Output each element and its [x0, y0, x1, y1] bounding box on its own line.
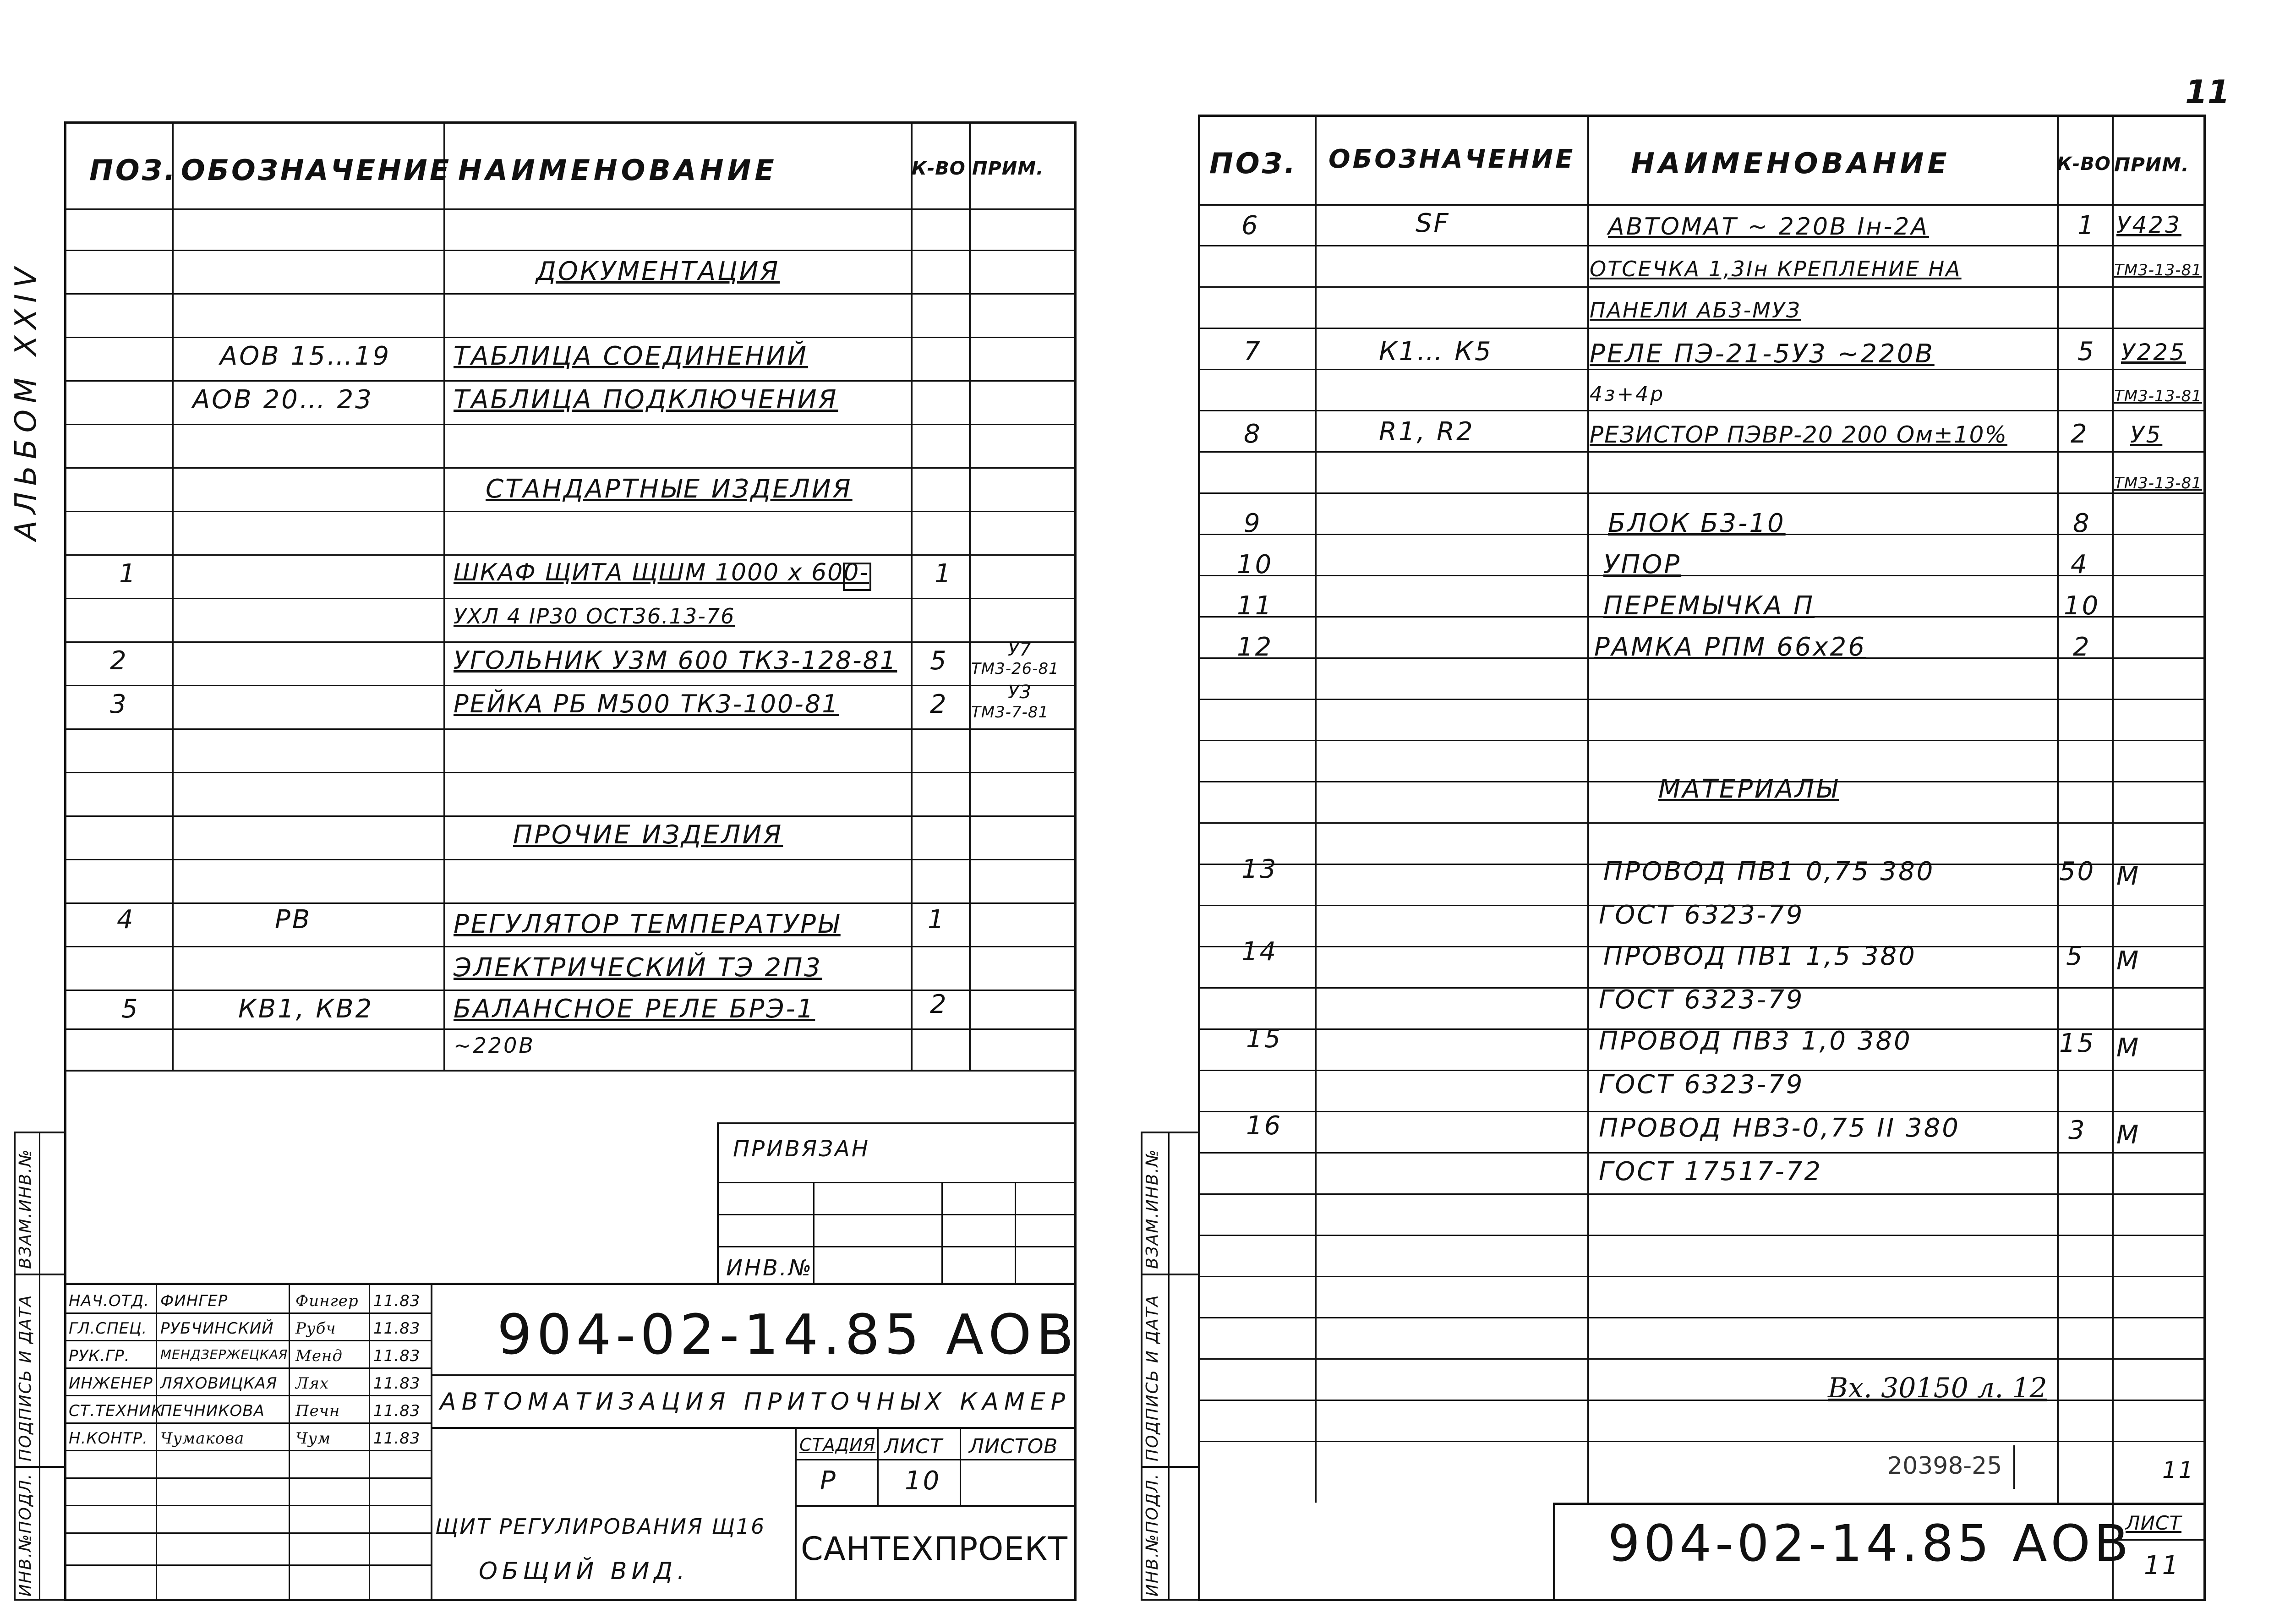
side-label-inv: ИНВ.№ПОДЛ.	[16, 1473, 35, 1597]
left-row-note: ТМ3-7-81	[971, 703, 1049, 722]
bound-label: ПРИВЯЗАН	[733, 1136, 870, 1162]
right-row-qty: 2	[2071, 419, 2089, 449]
signature-sign: Лях	[295, 1374, 329, 1393]
signature-role: ИНЖЕНЕР	[69, 1374, 153, 1393]
left-row-designation: РВ	[275, 905, 312, 935]
right-row-pos: 16	[1246, 1111, 1283, 1141]
right-section-materials: МАТЕРИАЛЫ	[1658, 774, 1839, 804]
right-row-qty: 2	[2073, 632, 2091, 662]
right-row-note: М	[2116, 861, 2141, 891]
signature-name: МЕНДЗЕРЖЕЦКАЯ	[160, 1347, 288, 1362]
signature-role: СТ.ТЕХНИК	[69, 1402, 163, 1420]
side-label-inv-r: ИНВ.№ПОДЛ.	[1143, 1473, 1162, 1597]
right-row-note: ТМ3-13-81	[2114, 387, 2202, 405]
right-row-name: ГОСТ 6323-79	[1599, 985, 1804, 1015]
stage-label: СТАДИЯ	[799, 1435, 876, 1455]
right-row-note: У225	[2121, 339, 2186, 366]
right-row-qty: 10	[2064, 591, 2100, 621]
left-row-note-top: У3	[1008, 682, 1032, 703]
archive-divider	[2013, 1445, 2015, 1489]
left-row-name: УХЛ 4 IP30 ОСТ36.13-76	[454, 604, 735, 629]
right-row-name: 4з+4р	[1590, 383, 1665, 406]
right-row-note: У5	[2130, 421, 2163, 448]
left-header-name: НАИМЕНОВАНИЕ	[458, 153, 778, 187]
project-title: АВТОМАТИЗАЦИЯ ПРИТОЧНЫХ КАМЕР	[440, 1388, 1071, 1416]
right-header-name: НАИМЕНОВАНИЕ	[1631, 147, 1951, 180]
right-row-note: ТМ3-13-81	[2114, 474, 2202, 492]
right-row-pos: 13	[1241, 854, 1278, 884]
album-label: АЛЬБОМ XXIV	[9, 261, 43, 541]
left-row-name: УГОЛЬНИК У3М 600 ТК3-128-81	[454, 646, 897, 675]
left-row-name: ЭЛЕКТРИЧЕСКИЙ ТЭ 2П3	[454, 953, 822, 983]
left-row-name: ТАБЛИЦА ПОДКЛЮЧЕНИЯ	[454, 385, 838, 415]
left-row-name: ТАБЛИЦА СОЕДИНЕНИЙ	[454, 341, 809, 371]
signature-date: 11.83	[373, 1429, 421, 1448]
organization: САНТЕХПРОЕКТ	[801, 1530, 1068, 1568]
left-header-pos: ПОЗ.	[89, 153, 178, 187]
signature-name: РУБЧИНСКИЙ	[160, 1319, 274, 1338]
signature-sign: Менд	[295, 1347, 343, 1365]
drawing-subtitle: ОБЩИЙ ВИД.	[479, 1558, 689, 1585]
left-row-qty: 2	[930, 990, 948, 1019]
left-row-name: РЕЙКА РБ М500 ТК3-100-81	[454, 689, 839, 718]
right-row-designation: SF	[1416, 208, 1450, 238]
signature-date: 11.83	[373, 1347, 421, 1365]
right-row-name: ПРОВОД ПВ1 0,75 380	[1603, 857, 1935, 886]
signature-name: Чумакова	[160, 1429, 245, 1448]
side-label-sign: ПОДПИСЬ И ДАТА	[16, 1294, 35, 1461]
left-section-other: ПРОЧИЕ ИЗДЕЛИЯ	[513, 820, 783, 850]
signature-name: ЛЯХОВИЦКАЯ	[160, 1374, 278, 1393]
right-row-qty: 15	[2059, 1028, 2096, 1058]
left-row-note: ТМ3-26-81	[971, 660, 1059, 678]
right-row-pos: 11	[1237, 591, 1274, 621]
signature-role: РУК.ГР.	[69, 1347, 130, 1365]
left-row-qty: 1	[928, 905, 946, 935]
right-row-name: РАМКА РПМ 66х26	[1594, 632, 1866, 662]
left-row-pos: 4	[117, 905, 135, 935]
archive-number: 20398-25	[1887, 1452, 2002, 1480]
right-row-qty: 5	[2077, 337, 2096, 366]
right-row-name: ПЕРЕМЫЧКА П	[1603, 591, 1815, 621]
right-row-pos: 9	[1244, 509, 1262, 538]
right-row-note: М	[2116, 1120, 2141, 1150]
left-row-qty: 2	[930, 689, 948, 719]
right-row-name: ПРОВОД ПВ1 1,5 380	[1603, 941, 1917, 971]
side-label-replace: ВЗАМ.ИНВ.№	[16, 1148, 35, 1269]
right-row-name: РЕЗИСТОР ПЭВР-20 200 Ом±10%	[1590, 421, 2008, 448]
left-row-pos: 2	[110, 646, 128, 676]
right-row-note: У423	[2116, 212, 2181, 238]
left-row-pos: 5	[121, 994, 140, 1024]
right-row-qty: 3	[2068, 1115, 2087, 1145]
right-row-qty: 4	[2071, 550, 2089, 580]
right-row-name: ПРОВОД ПВ3 1,0 380	[1599, 1026, 1912, 1056]
right-row-pos: 14	[1241, 937, 1278, 967]
right-header-qty: К-ВО	[2057, 153, 2111, 175]
right-row-pos: 7	[1244, 337, 1262, 366]
inv-label: ИНВ.№	[726, 1255, 814, 1281]
left-row-designation: АОВ 20… 23	[192, 385, 373, 415]
left-row-note-top: У7	[1008, 639, 1032, 660]
sheet-label: ЛИСТ	[884, 1435, 943, 1458]
right-sheet-label: ЛИСТ	[2126, 1512, 2181, 1534]
sheets-label: ЛИСТОВ	[969, 1435, 1058, 1458]
left-row-qty: 1	[935, 559, 953, 589]
right-row-name: ГОСТ 6323-79	[1599, 1070, 1804, 1099]
signature-name: ФИНГЕР	[160, 1292, 228, 1310]
right-row-pos: 6	[1241, 211, 1260, 241]
side-label-sign-r: ПОДПИСЬ И ДАТА	[1143, 1294, 1162, 1461]
sheet-value: 10	[905, 1466, 941, 1496]
right-row-designation: К1… К5	[1379, 337, 1493, 366]
signature-sign: Печн	[295, 1402, 340, 1420]
right-header-pos: ПОЗ.	[1209, 147, 1298, 180]
page-number: 11	[2185, 73, 2230, 111]
side-label-replace-r: ВЗАМ.ИНВ.№	[1143, 1148, 1162, 1269]
signature-name: ПЕЧНИКОВА	[160, 1402, 265, 1420]
signature-sign: Рубч	[295, 1319, 336, 1338]
checkbox-square-icon	[843, 563, 871, 591]
right-row-qty: 5	[2066, 941, 2084, 971]
drawing-title: ЩИТ РЕГУЛИРОВАНИЯ Щ16	[435, 1514, 766, 1539]
right-row-name: РЕЛЕ ПЭ-21-5У3 ~220В	[1590, 339, 1935, 369]
signature-date: 11.83	[373, 1292, 421, 1310]
right-row-qty: 50	[2059, 857, 2096, 886]
handwritten-note: Вх. 30150 л. 12	[1828, 1372, 2047, 1404]
left-row-name: ШКАФ ЩИТА ЩШМ 1000 х 600-	[454, 559, 869, 586]
signature-role: НАЧ.ОТД.	[69, 1292, 149, 1310]
signature-sign: Чум	[295, 1429, 331, 1448]
right-row-name: ОТСЕЧКА 1,3Iн КРЕПЛЕНИЕ НА	[1590, 257, 1962, 281]
right-row-note: М	[2116, 946, 2141, 976]
right-row-name: ГОСТ 6323-79	[1599, 900, 1804, 930]
left-row-qty: 5	[930, 646, 948, 676]
right-row-name: АВТОМАТ ~ 220В Iн-2А	[1608, 213, 1929, 241]
signature-role: Н.КОНТР.	[69, 1429, 148, 1448]
right-row-name: ПРОВОД НВЗ-0,75 II 380	[1599, 1113, 1960, 1143]
left-header-designation: ОБОЗНАЧЕНИЕ	[181, 153, 452, 187]
stage-value: Р	[820, 1466, 837, 1496]
right-row-designation: R1, R2	[1379, 417, 1475, 447]
left-row-name: ~220В	[454, 1033, 535, 1058]
left-header-qty: К-ВО	[912, 158, 966, 179]
left-section-documentation: ДОКУМЕНТАЦИЯ	[536, 257, 780, 286]
right-row-qty: 8	[2073, 509, 2091, 538]
signature-sign: Фингер	[295, 1292, 359, 1310]
right-row-note: ТМ3-13-81	[2114, 261, 2202, 279]
left-section-standard: СТАНДАРТНЫЕ ИЗДЕЛИЯ	[486, 474, 853, 504]
right-sheet-value: 11	[2144, 1551, 2181, 1580]
left-row-designation: КВ1, КВ2	[238, 994, 374, 1024]
signature-date: 11.83	[373, 1319, 421, 1338]
right-row-name: БЛОК Б3-10	[1608, 509, 1786, 538]
signature-date: 11.83	[373, 1402, 421, 1420]
right-row-pos: 12	[1237, 632, 1274, 662]
right-row-name: УПОР	[1603, 550, 1682, 580]
signature-role: ГЛ.СПЕЦ.	[69, 1319, 148, 1338]
signature-date: 11.83	[373, 1374, 421, 1393]
right-row-name: ГОСТ 17517-72	[1599, 1157, 1822, 1187]
left-header-note: ПРИМ.	[972, 158, 1044, 179]
left-row-pos: 1	[119, 559, 137, 589]
right-row-note: М	[2116, 1033, 2141, 1063]
right-sheet-value-small: 11	[2162, 1457, 2195, 1483]
left-row-name: РЕГУЛЯТОР ТЕМПЕРАТУРЫ	[454, 909, 841, 939]
right-row-pos: 15	[1246, 1024, 1283, 1054]
right-header-note: ПРИМ.	[2114, 153, 2189, 176]
doc-code: 904-02-14.85 АОВ	[497, 1303, 1078, 1367]
left-row-name: БАЛАНСНОЕ РЕЛЕ БРЭ-1	[454, 994, 815, 1024]
right-row-pos: 8	[1244, 419, 1262, 449]
left-row-pos: 3	[110, 689, 128, 719]
left-row-designation: АОВ 15…19	[220, 341, 391, 371]
right-header-designation: ОБОЗНАЧЕНИЕ	[1328, 144, 1575, 174]
right-row-qty: 1	[2077, 211, 2096, 241]
right-row-pos: 10	[1237, 550, 1274, 580]
right-doc-code: 904-02-14.85 АОВ	[1608, 1514, 2132, 1573]
right-row-name: ПАНЕЛИ АБ3-МУЗ	[1590, 298, 1801, 323]
